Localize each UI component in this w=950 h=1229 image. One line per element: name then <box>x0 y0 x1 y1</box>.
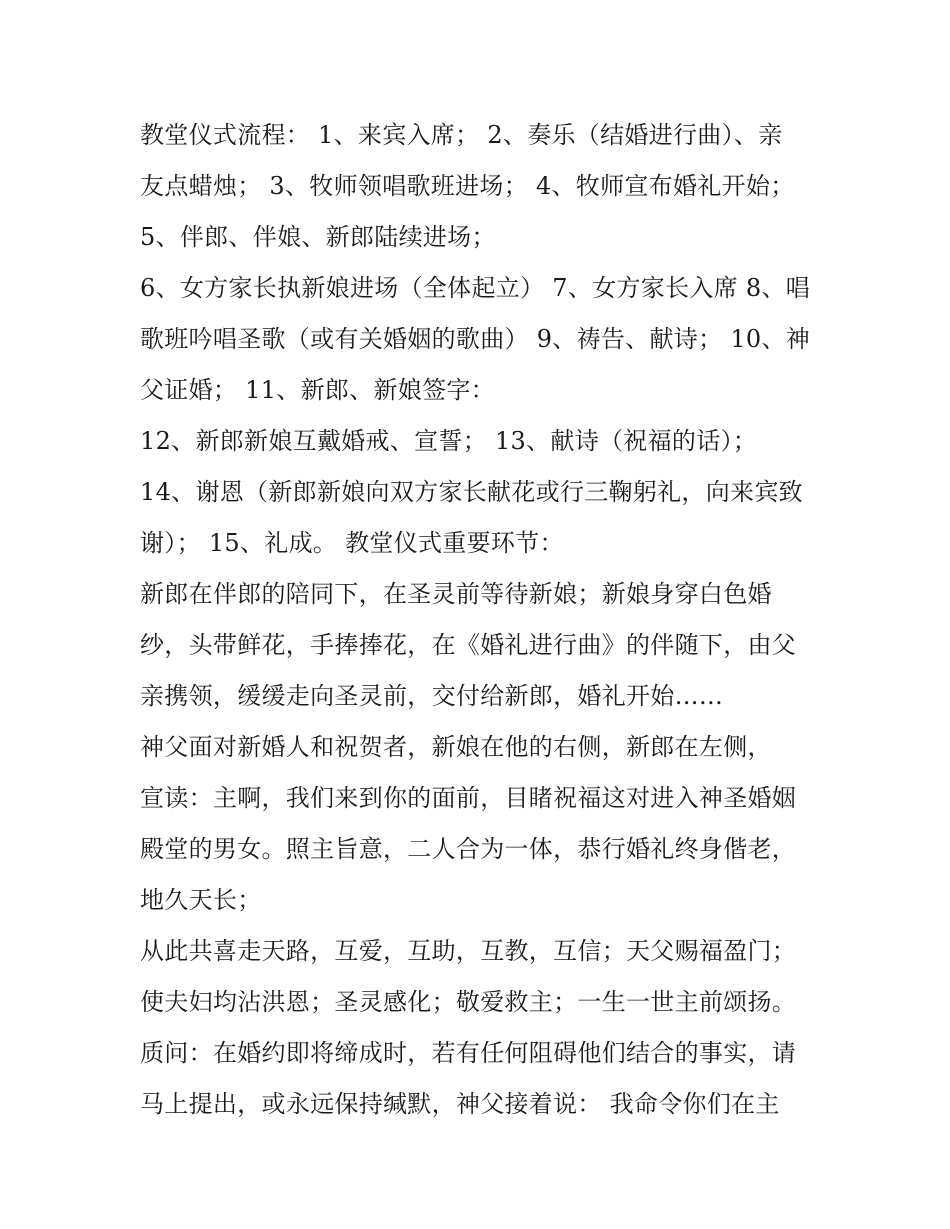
text-line: 教堂仪式流程： 1、来宾入席； 2、奏乐（结婚进行曲）、亲 <box>140 121 783 149</box>
text-line: 马上提出，或永远保持缄默，神父接着说： 我命令你们在主 <box>140 1090 780 1118</box>
text-line: 地久天长； <box>140 886 262 914</box>
text-line: 使夫妇均沾洪恩；圣灵感化；敬爱救主；一生一世主前颂扬。 <box>140 988 797 1016</box>
document-body <box>140 110 830 1130</box>
text-line: 14、谢恩（新郎新娘向双方家长献花或行三鞠躬礼，向来宾致 <box>140 478 803 506</box>
text-line: 新郎在伴郎的陪同下，在圣灵前等待新娘；新娘身穿白色婚 <box>140 580 772 608</box>
text-line: 宣读：主啊，我们来到你的面前，目睹祝福这对进入神圣婚姻 <box>140 784 797 812</box>
text-line: 父证婚； 11、新郎、新娘签字： <box>140 376 495 404</box>
text-line: 6、女方家长执新娘进场（全体起立） 7、女方家长入席 8、唱 <box>140 274 811 302</box>
text-line: 谢）； 15、礼成。 教堂仪式重要环节： <box>140 529 564 557</box>
text-line: 亲携领，缓缓走向圣灵前，交付给新郎，婚礼开始…… <box>140 682 724 710</box>
text-line: 友点蜡烛； 3、牧师领唱歌班进场； 4、牧师宣布婚礼开始； <box>140 172 795 200</box>
text-line: 歌班吟唱圣歌（或有关婚姻的歌曲） 9、祷告、献诗； 10、神 <box>140 325 811 353</box>
text-line: 质问：在婚约即将缔成时，若有任何阻碍他们结合的事实，请 <box>140 1039 797 1067</box>
text-line: 神父面对新婚人和祝贺者，新娘在他的右侧，新郎在左侧， <box>140 733 772 761</box>
text-line: 纱，头带鲜花，手捧捧花，在《婚礼进行曲》的伴随下，由父 <box>140 631 797 659</box>
text-line: 殿堂的男女。照主旨意，二人合为一体，恭行婚礼终身偕老， <box>140 835 797 863</box>
text-line: 从此共喜走天路，互爱，互助，互教，互信；天父赐福盈门； <box>140 937 797 965</box>
text-line: 5、伴郎、伴娘、新郎陆续进场； <box>140 223 496 251</box>
text-line: 12、新郎新娘互戴婚戒、宣誓； 13、献诗（祝福的话）； <box>140 427 758 455</box>
